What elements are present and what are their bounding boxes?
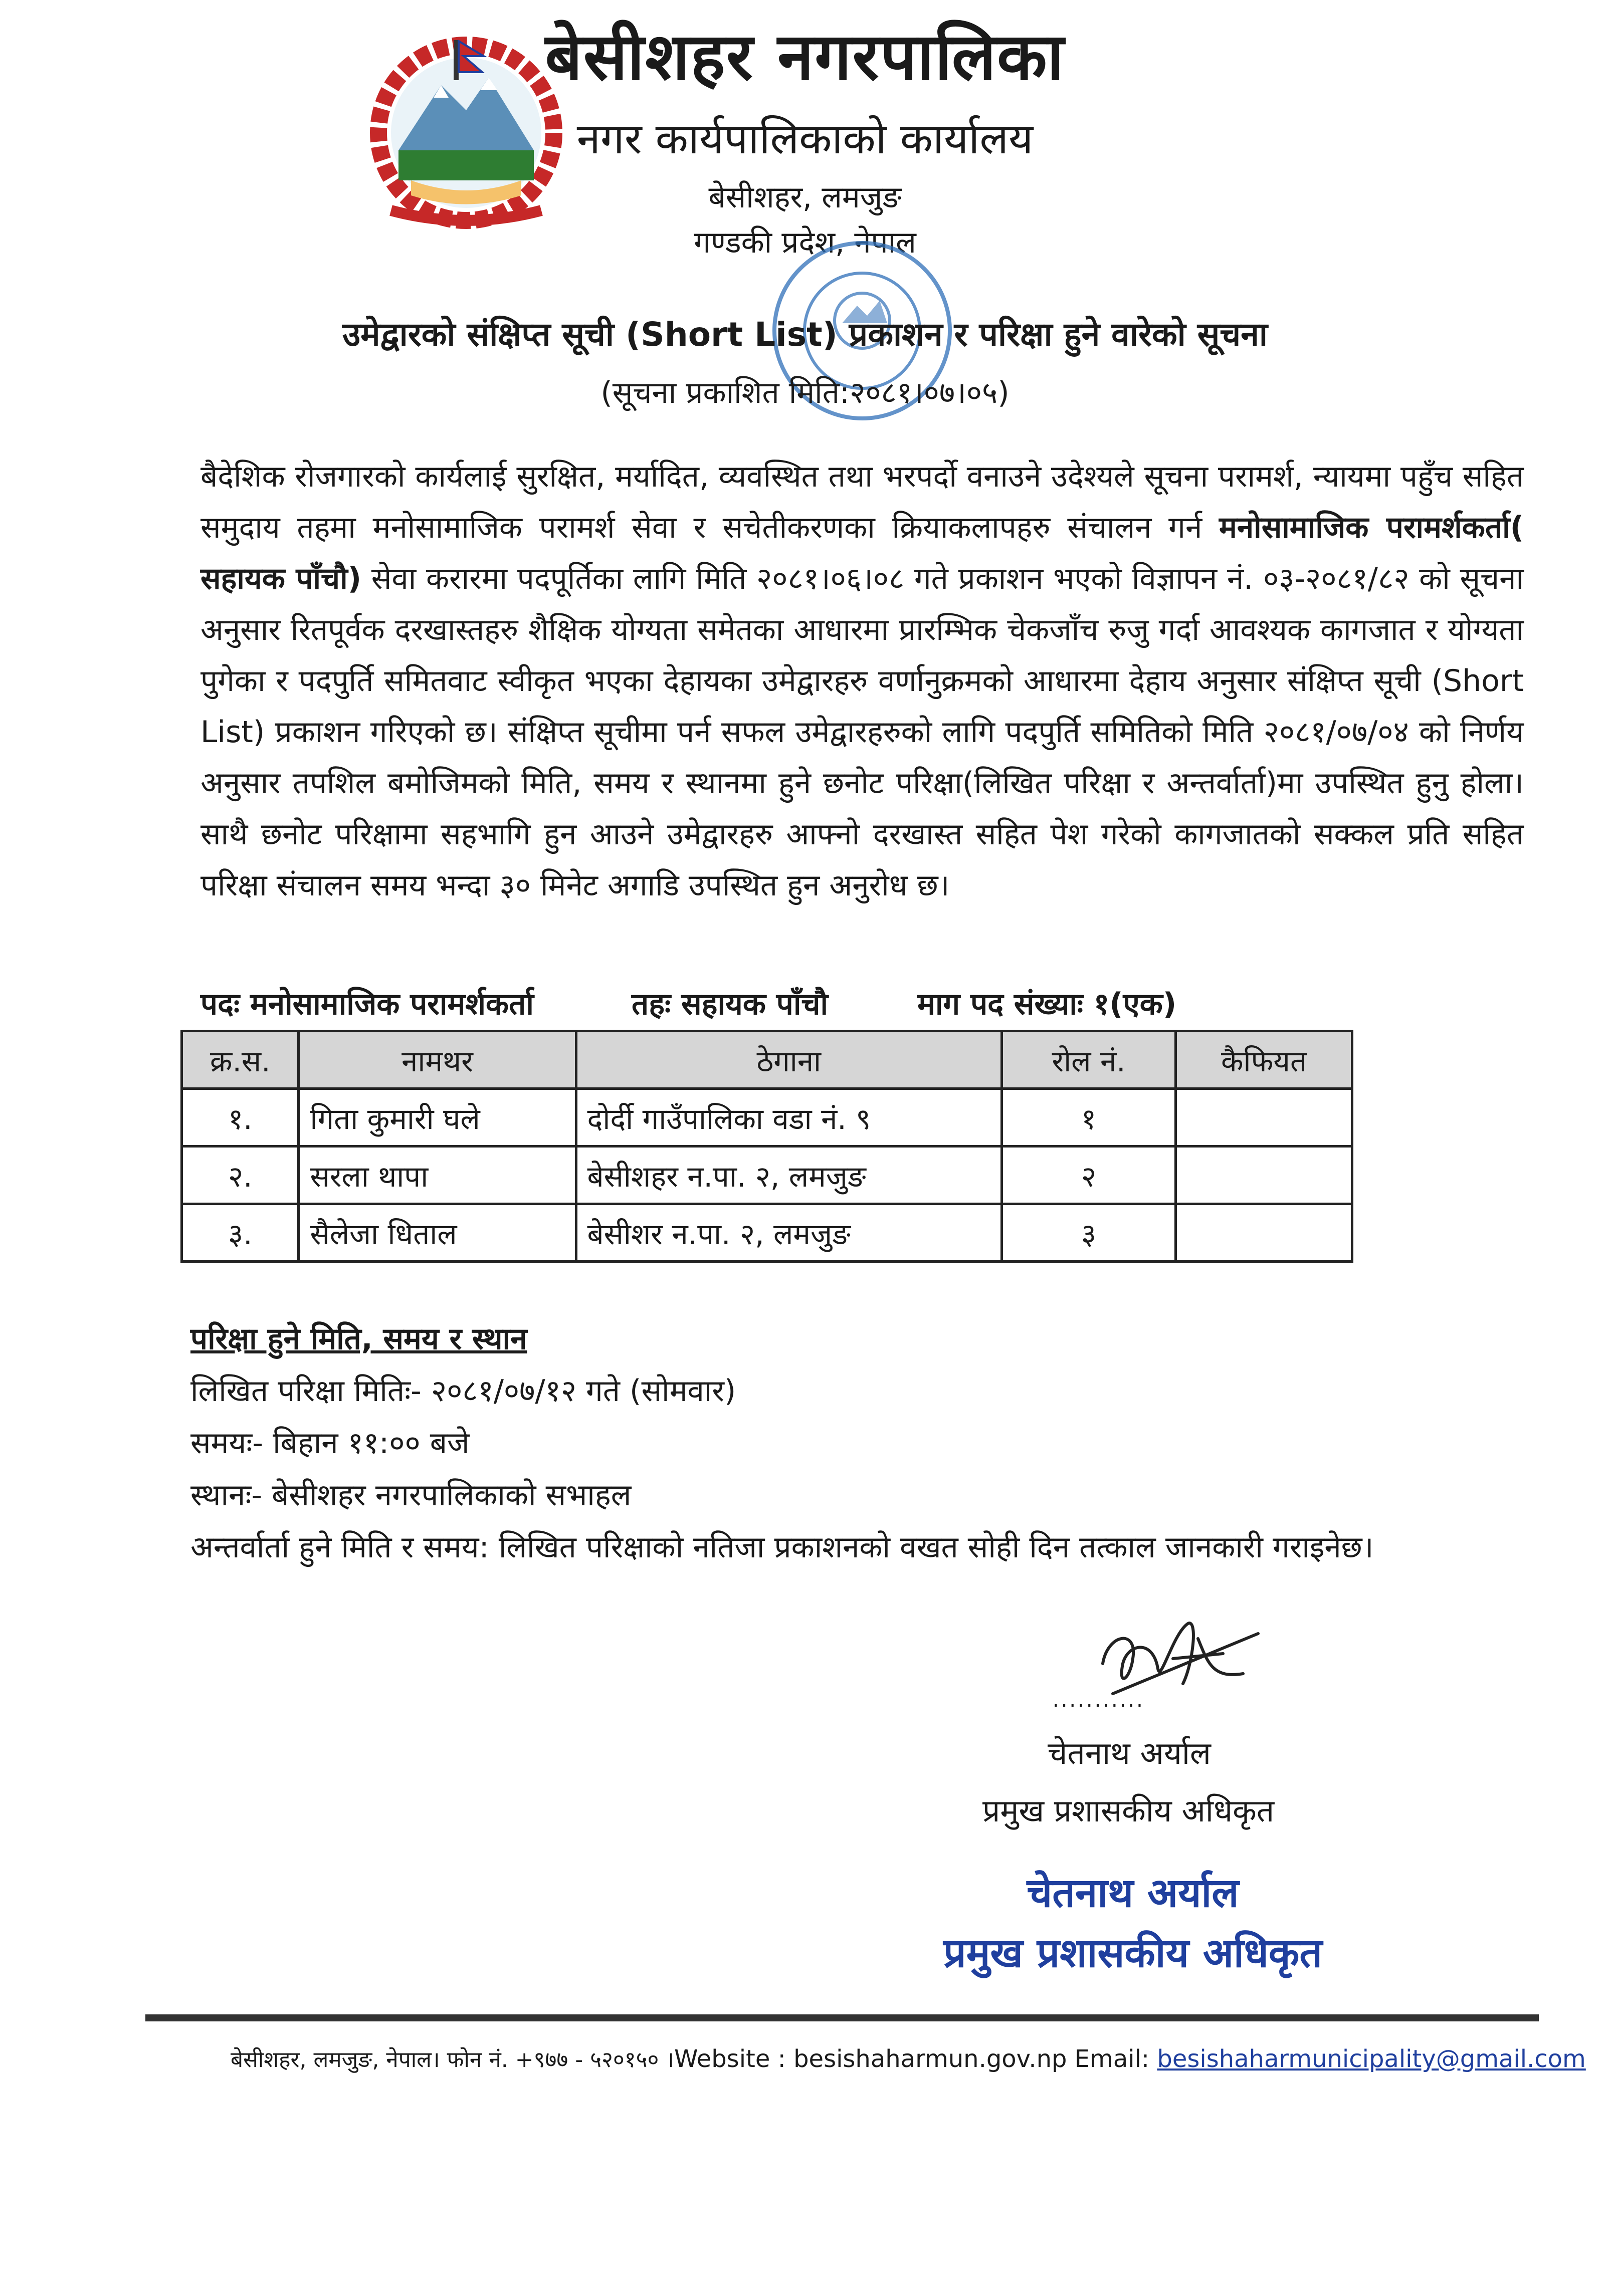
post-count: माग पद संख्याः १(एक) — [917, 987, 1177, 1022]
col-header-roll: रोल नं. — [1002, 1031, 1176, 1089]
cell-remarks — [1176, 1089, 1352, 1146]
post-info-row — [200, 982, 1554, 1027]
table-row — [182, 1089, 1352, 1146]
table-row — [182, 1146, 1352, 1204]
cell-remarks — [1176, 1204, 1352, 1262]
signatory-name: चेतनाथ अर्याल — [1048, 1735, 1211, 1771]
notice-body-part2: सेवा करारमा पदपूर्तिका लागि मिति २०८१।०६।०८ गते प्रकाशन भएको विज्ञापन नं. ०३-२०८१/८२ को सूचना अनुसार रितपूर्वक दरखास्तहरु शैक्षिक योग्यता समेतका आधारमा प्रारम्भिक चेकजाँच रुजु गर्दा आवश्यक कागजात र योग्यता पुगेका र पदपुर्ति समितवाट स्वीकृत भएका देहायका उमेद्वारहरु वर्णानुक्रमको आधारमा देहाय अनुसार संक्षिप्त सूची (Short List) प्रकाशन गरिएको छ। संक्षिप्त सूचीमा पर्न सफल उमेद्वारहरुको लागि पदपुर्ति समितिको मिति २०८१/०७/०४ को निर्णय अनुसार तपशिल बमोजिमको मिति, समय र स्थानमा हुने छनोट परिक्षा(लिखित परिक्षा र अन्तर्वार्ता)मा उपस्थित हुनु होला। साथै छनोट परिक्षामा सहभागि हुन आउने उमेद्वारहरु आफ्नो दरखास्त सहित पेश गरेको कागजातको सक्कल प्रति सहित परिक्षा संचालन समय भन्दा ३० मिनेट अगाडि उपस्थित हुन अनुरोध छ। — [200, 561, 1524, 903]
footer-email-link[interactable]: besishaharmunicipality@gmail.com — [1157, 2045, 1586, 2073]
exam-heading: परिक्षा हुने मिति, समय र स्थान — [190, 1321, 527, 1356]
notice-body-part1: बैदेशिक रोजगारको कार्यलाई सुरक्षित, मर्यादित, व्यवस्थित तथा भरपर्दो वनाउने उदेश्यले सूचना परामर्श, न्यायमा पहुँच सहित समुदाय तहमा मनोसामाजिक परामर्श सेवा र सचेतीकरणका क्रियाकलापहरु संचालन गर्न — [200, 459, 1524, 545]
cell-sn: २. — [182, 1146, 299, 1204]
cell-remarks — [1176, 1146, 1352, 1204]
cell-address: बेसीशर न.पा. २, लमजुङ — [576, 1204, 1001, 1262]
footer — [231, 2043, 1586, 2074]
office-address-line1: बेसीशहर, लमजुङ — [708, 180, 902, 215]
candidate-table — [180, 1030, 1353, 1263]
cell-roll: १ — [1002, 1089, 1176, 1146]
notice-title: उमेद्वारको संक्षिप्त सूची (Short List) प्रकाशन र परिक्षा हुने वारेको सूचना — [342, 315, 1268, 354]
notice-body — [200, 451, 1524, 911]
cell-sn: ३. — [182, 1204, 299, 1262]
col-header-address: ठेगाना — [576, 1031, 1001, 1089]
cell-address: दोर्दी गाउँपालिका वडा नं. ९ — [576, 1089, 1001, 1146]
exam-time: समयः- बिहान ११:०० बजे — [190, 1426, 470, 1461]
col-header-remarks: कैफियत — [1176, 1031, 1352, 1089]
cell-name: सैलेजा धिताल — [299, 1204, 576, 1262]
cell-name: गिता कुमारी घले — [299, 1089, 576, 1146]
notice-published-date: (सूचना प्रकाशित मिति:२०८१।०७।०५) — [600, 375, 1010, 410]
cell-roll: २ — [1002, 1146, 1176, 1204]
signature-dots: ........... — [1053, 1689, 1145, 1712]
col-header-sn: क्र.स. — [182, 1031, 299, 1089]
col-header-name: नामथर — [299, 1031, 576, 1089]
stamp-signatory-designation: प्रमुख प्रशासकीय अधिकृत — [943, 1930, 1322, 1976]
notice-body-post-bold: मनोसामाजिक परामर्शकर्ता( सहायक पाँचौ) — [200, 510, 1524, 596]
exam-interview: अन्तर्वार्ता हुने मिति र समय: लिखित परिक्षाको नतिजा प्रकाशनको वखत सोही दिन तत्काल जानकारी गराइनेछ। — [190, 1530, 1374, 1565]
table-row — [182, 1204, 1352, 1262]
office-name: नगर कार्यपालिकाको कार्यालय — [576, 114, 1034, 164]
cell-name: सरला थापा — [299, 1146, 576, 1204]
post-level: तहः सहायक पाँचौ — [632, 987, 829, 1022]
cell-roll: ३ — [1002, 1204, 1176, 1262]
cell-sn: १. — [182, 1089, 299, 1146]
table-header-row — [182, 1031, 1352, 1089]
municipality-name: बेसीशहर नगरपालिका — [545, 19, 1065, 95]
footer-divider — [145, 2014, 1539, 2021]
cell-address: बेसीशहर न.पा. २, लमजुङ — [576, 1146, 1001, 1204]
exam-details — [190, 1313, 1373, 1573]
footer-address: बेसीशहर, लमजुङ, नेपाल। फोन नं. +९७७ - ५२०१५० । — [231, 2047, 675, 2073]
exam-venue: स्थानः- बेसीशहर नगरपालिकाको सभाहल — [190, 1478, 632, 1513]
footer-website: Website : besishaharmun.gov.np Email: — [674, 2045, 1157, 2073]
signatory-designation: प्रमुख प्रशासकीय अधिकृत — [982, 1792, 1275, 1829]
stamp-signatory-name: चेतनाथ अर्याल — [1027, 1870, 1239, 1916]
office-address-line2: गण्डकी प्रदेश, नेपाल — [694, 225, 916, 260]
post-name: पदः मनोसामाजिक परामर्शकर्ता — [200, 987, 534, 1022]
exam-written-date: लिखित परिक्षा मितिः- २०८१/०७/१२ गते (सोमवार) — [190, 1373, 736, 1409]
